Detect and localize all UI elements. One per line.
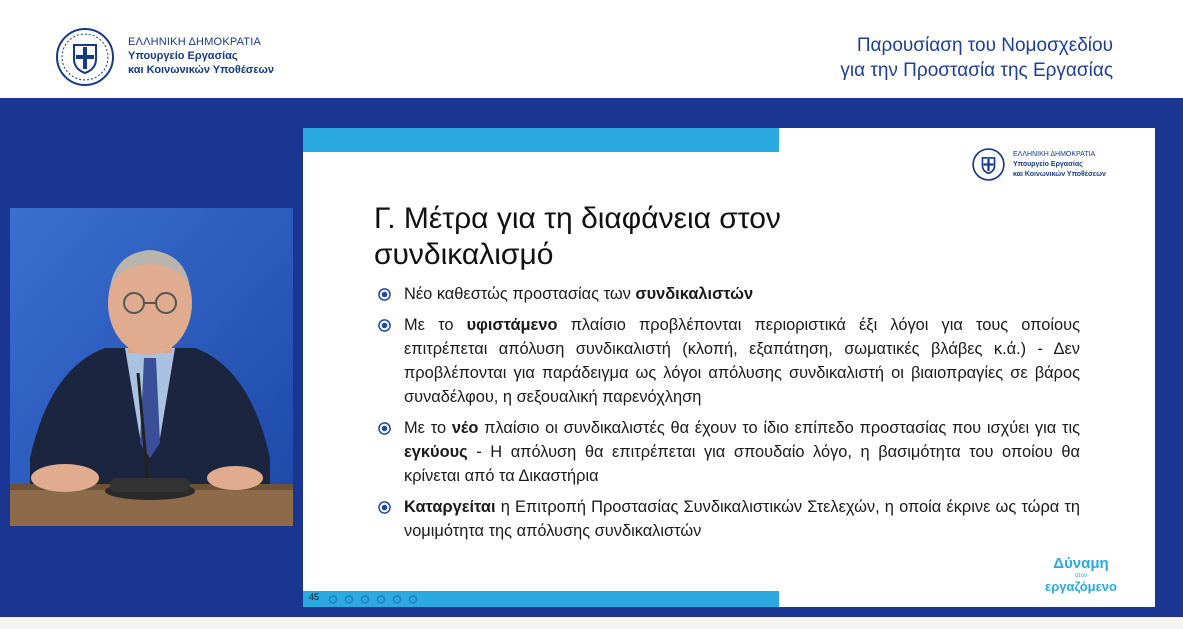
speaker-video[interactable] xyxy=(10,208,293,526)
ministry-line-1: ΕΛΛΗΝΙΚΗ ΔΗΜΟΚΡΑΤΙΑ xyxy=(128,36,262,48)
bullet-list xyxy=(378,282,1080,550)
bullet-bold-text: εγκύους xyxy=(404,443,468,461)
ministry-line-3: και Κοινωνικών Υποθέσεων xyxy=(128,64,274,76)
slogan-line-3: εργαζόμενο xyxy=(1045,579,1117,594)
radio-bullet-icon xyxy=(378,319,391,332)
header xyxy=(0,0,1183,98)
slide-accent-bar-top xyxy=(303,128,779,152)
bullet-bold-text: Καταργείται xyxy=(404,498,496,516)
bullet-bold-text: υφιστάμενο xyxy=(466,316,558,334)
bullet-item xyxy=(378,495,1080,543)
bullet-text: Με το xyxy=(404,316,467,334)
zoom-icon[interactable] xyxy=(378,596,385,603)
bullet-text: πλαίσιο προβλέπονται περιοριστικά έξι λόγοι για τους οποίους επιτρέπεται απόλυση συνδικαλιστή (κλοπή, εξαπάτηση, σωματικές βλάβες κ.ά.) - Δεν προβλέπονται για παράδειγμα ως λόγοι απόλυσης συνδικαλιστή οι βιαιοπραγίες σε βάρος συναδέλφου, η σεξουαλική παρενόχληση xyxy=(404,316,1080,406)
slogan-logo xyxy=(1041,556,1121,594)
bullet-text: η Επιτροπή Προστασίας Συνδικαλιστικών Στελεχών, η οποία έκρινε ως τώρα τη νομιμότητα της απόλυσης συνδικαλιστών xyxy=(404,498,1080,540)
bullet-item xyxy=(378,416,1080,488)
subtitles-icon[interactable] xyxy=(394,596,401,603)
slide-title-line-2: συνδικαλισμό xyxy=(374,238,554,271)
bullet-bold-text: νέο xyxy=(451,419,479,437)
prev-slide-icon[interactable] xyxy=(330,596,337,603)
pen-tool-icon[interactable] xyxy=(346,596,353,603)
radio-bullet-icon xyxy=(378,422,391,435)
ministry-label xyxy=(128,35,274,77)
slide-title-line-1: Γ. Μέτρα για τη διαφάνεια στον xyxy=(374,202,781,235)
slide-ministry-line-2: Υπουργείο Εργασίας xyxy=(1013,161,1083,168)
bullet-bold-text: συνδικαλιστών xyxy=(635,285,754,303)
slides-grid-icon[interactable] xyxy=(362,596,369,603)
slide-ministry-label xyxy=(1013,150,1106,180)
slide-ministry-line-1: ΕΛΛΗΝΙΚΗ ΔΗΜΟΚΡΑΤΙΑ xyxy=(1013,151,1096,158)
more-options-icon[interactable] xyxy=(410,596,417,603)
slide-title xyxy=(374,201,934,273)
presentation-title-line-1: Παρουσίαση του Νομοσχεδίου xyxy=(856,35,1113,56)
ministry-line-2: Υπουργείο Εργασίας xyxy=(128,50,238,62)
bullet-text: - Η απόλυση θα επιτρέπεται για σπουδαίο λόγο, η βασιμότητα του οποίου θα κρίνεται από τα Δικαστήρια xyxy=(404,443,1080,485)
presentation-title-line-2: για την Προστασία της Εργασίας xyxy=(840,60,1113,81)
bullet-item xyxy=(378,282,1080,306)
bullet-item xyxy=(378,313,1080,409)
slogan-line-1: Δύναμη xyxy=(1053,555,1109,572)
slideshow-toolbar[interactable] xyxy=(325,595,435,604)
slogan-line-2: στον xyxy=(1074,573,1088,579)
bullet-text: πλαίσιο οι συνδικαλιστές θα έχουν το ίδιο επίπεδο προστασίας που ισχύει για τις xyxy=(478,419,1080,437)
slide-ministry-line-3: και Κοινωνικών Υποθέσεων xyxy=(1013,171,1106,178)
stage-bottom-strip xyxy=(0,617,1183,629)
bullet-text: Με το xyxy=(404,419,452,437)
presentation-title xyxy=(840,33,1113,83)
radio-bullet-icon xyxy=(378,288,391,301)
bullet-text: Νέο καθεστώς προστασίας των xyxy=(404,285,636,303)
greek-emblem-icon xyxy=(55,27,115,87)
slide-page-number: 45 xyxy=(309,592,320,602)
presentation-slide xyxy=(303,128,1155,607)
greek-emblem-icon xyxy=(972,148,1005,181)
radio-bullet-icon xyxy=(378,501,391,514)
speaker-video-frame xyxy=(10,208,293,526)
